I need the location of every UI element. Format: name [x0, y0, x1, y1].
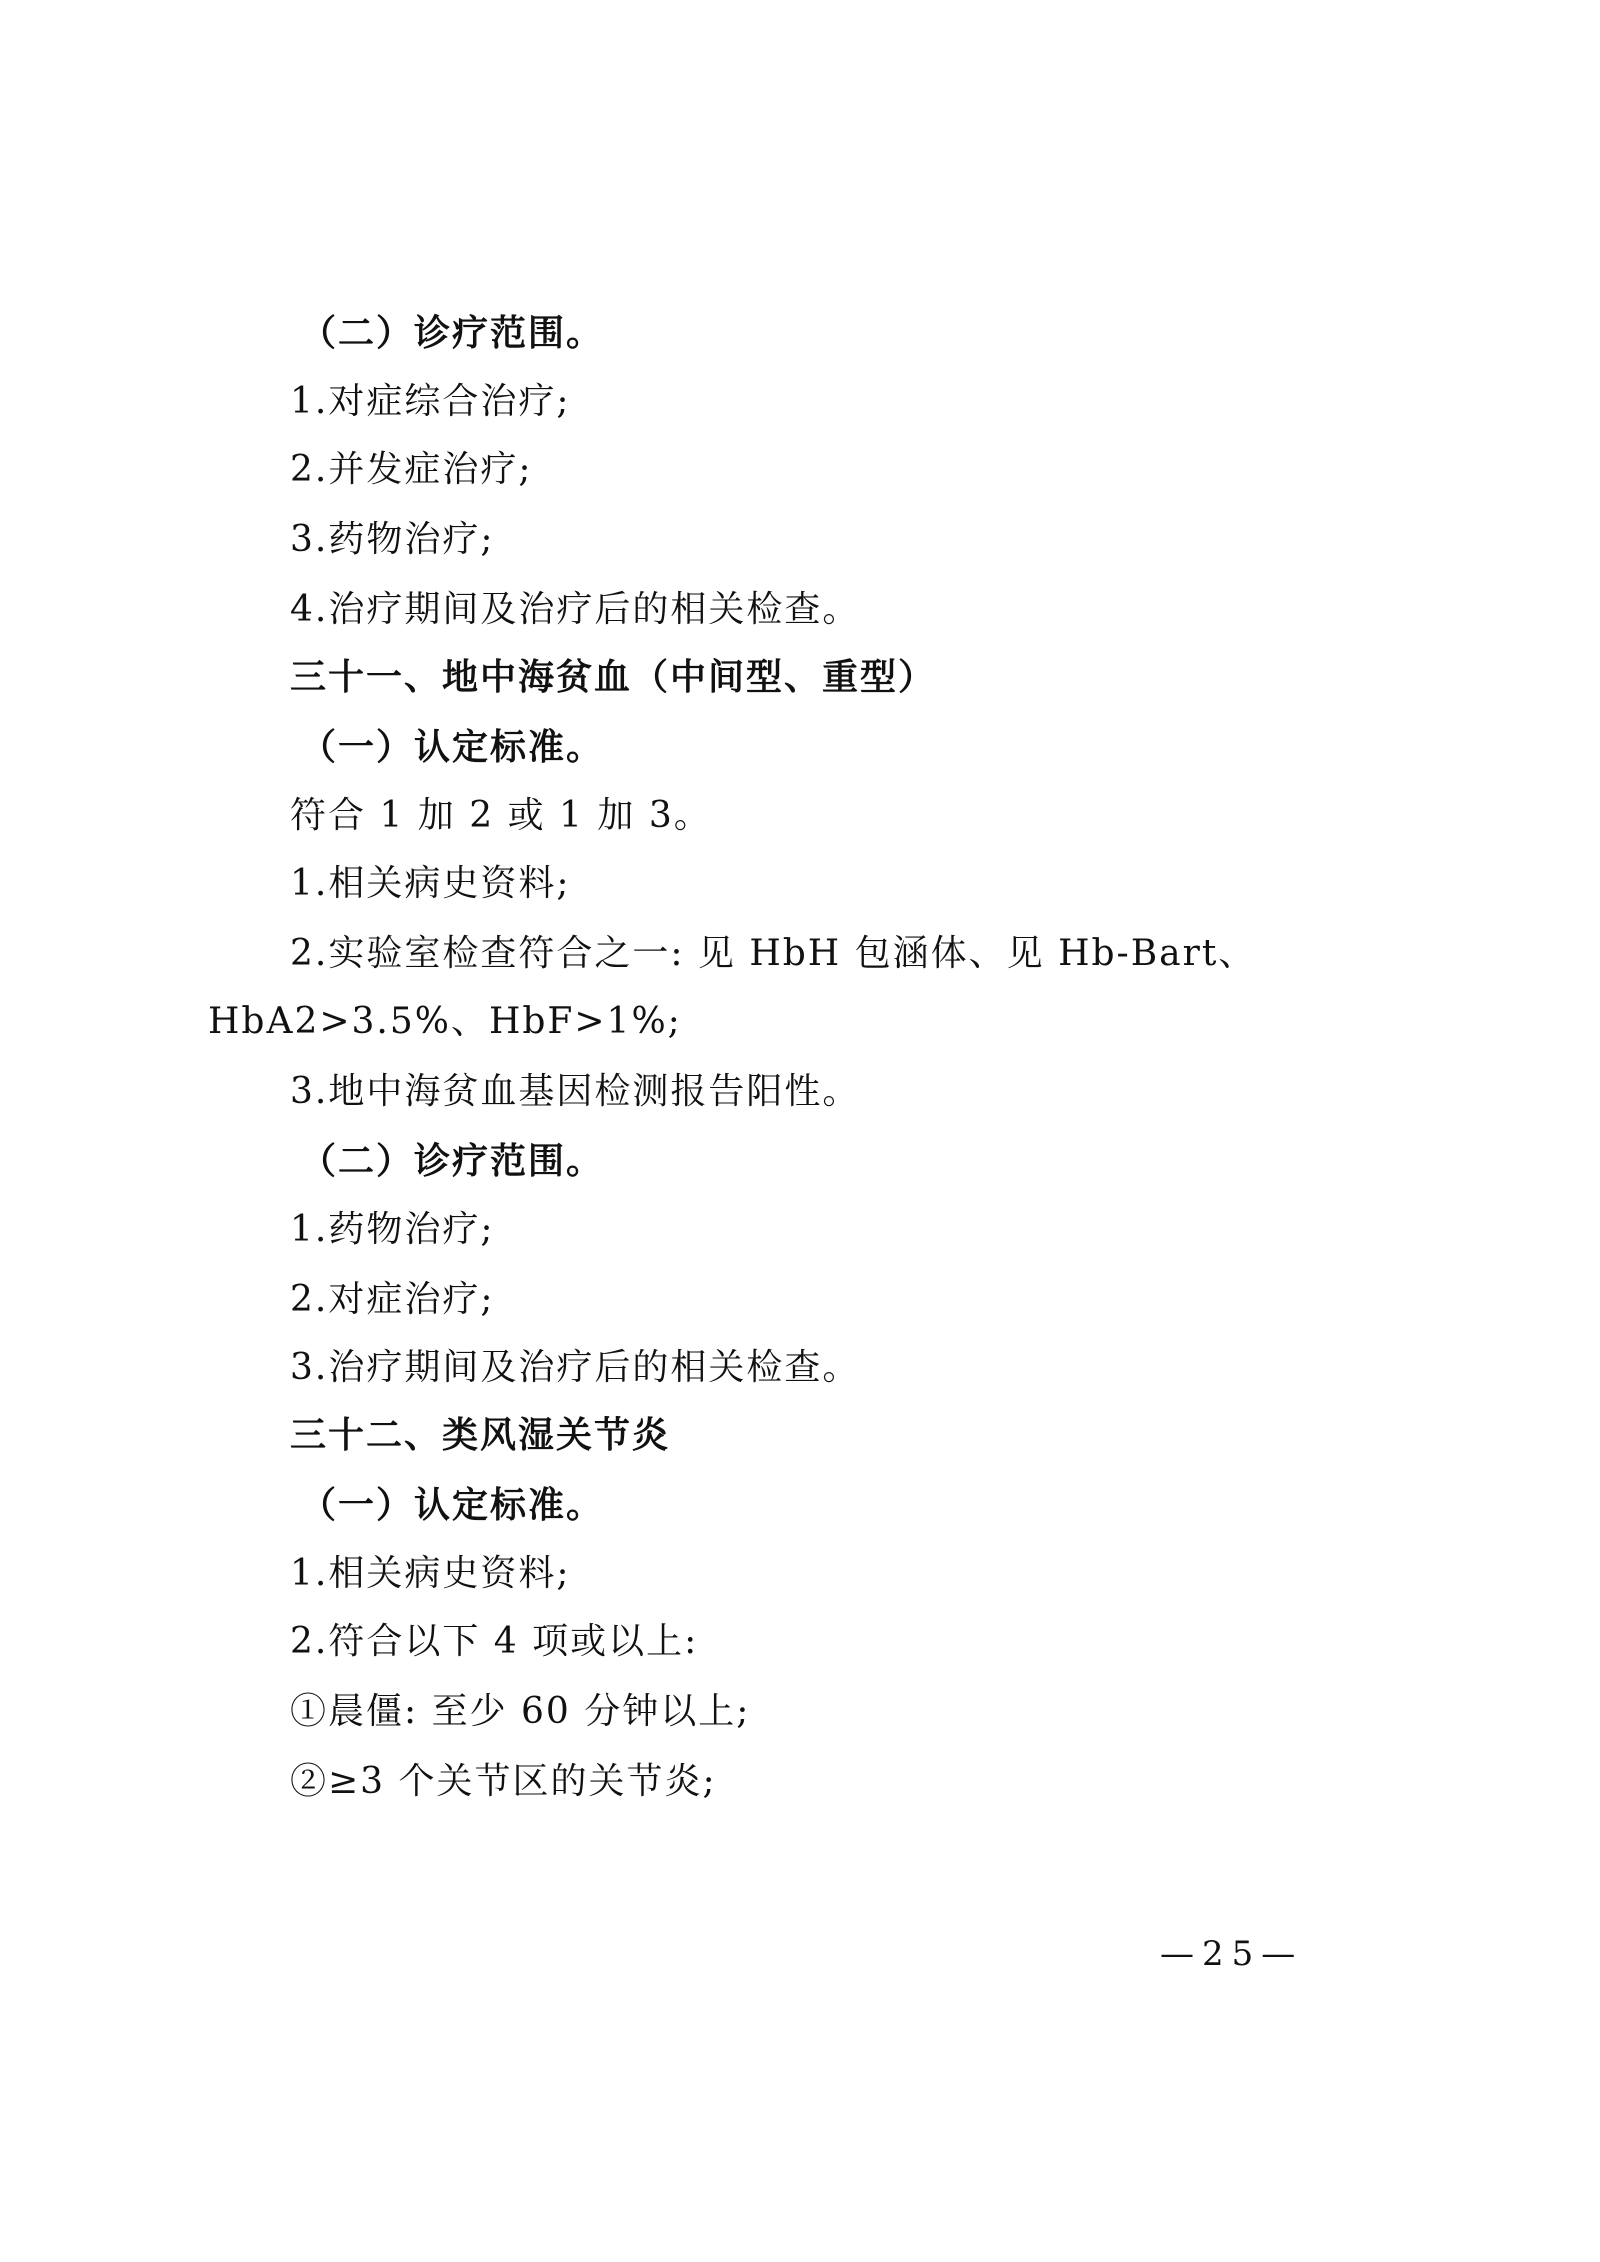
paragraph: 符合 1 加 2 或 1 加 3。 — [290, 795, 712, 836]
list-item: 3.治疗期间及治疗后的相关检查。 — [290, 1347, 861, 1388]
list-item: 4.治疗期间及治疗后的相关检查。 — [290, 589, 861, 630]
list-item: 3.地中海贫血基因检测报告阳性。 — [290, 1071, 861, 1112]
list-item-continuation: HbA2>3.5%、HbF>1%; — [208, 1001, 682, 1042]
list-item: 1.相关病史资料; — [290, 863, 571, 904]
list-item: 2.并发症治疗; — [290, 449, 533, 490]
section-heading-31: 三十一、地中海贫血（中间型、重型） — [290, 657, 937, 698]
subheading-criteria: （一）认定标准。 — [300, 727, 605, 768]
list-item: 3.药物治疗; — [290, 519, 495, 560]
subheading-treatment-scope: （二）诊疗范围。 — [300, 313, 605, 354]
list-item: ②≥3 个关节区的关节炎; — [290, 1761, 717, 1802]
subheading-criteria: （一）认定标准。 — [300, 1485, 605, 1526]
list-item: 2.实验室检查符合之一: 见 HbH 包涵体、见 Hb-Bart、 — [290, 933, 1257, 974]
subheading-treatment-scope: （二）诊疗范围。 — [300, 1141, 605, 1182]
list-item: 1.相关病史资料; — [290, 1553, 571, 1594]
list-item: 2.对症治疗; — [290, 1279, 495, 1320]
list-item: ①晨僵: 至少 60 分钟以上; — [290, 1691, 751, 1732]
page-number: —25— — [1160, 1934, 1304, 1974]
section-heading-32: 三十二、类风湿关节炎 — [290, 1415, 671, 1456]
list-item: 1.药物治疗; — [290, 1209, 495, 1250]
list-item: 1.对症综合治疗; — [290, 381, 571, 422]
list-item: 2.符合以下 4 项或以上: — [290, 1621, 699, 1662]
